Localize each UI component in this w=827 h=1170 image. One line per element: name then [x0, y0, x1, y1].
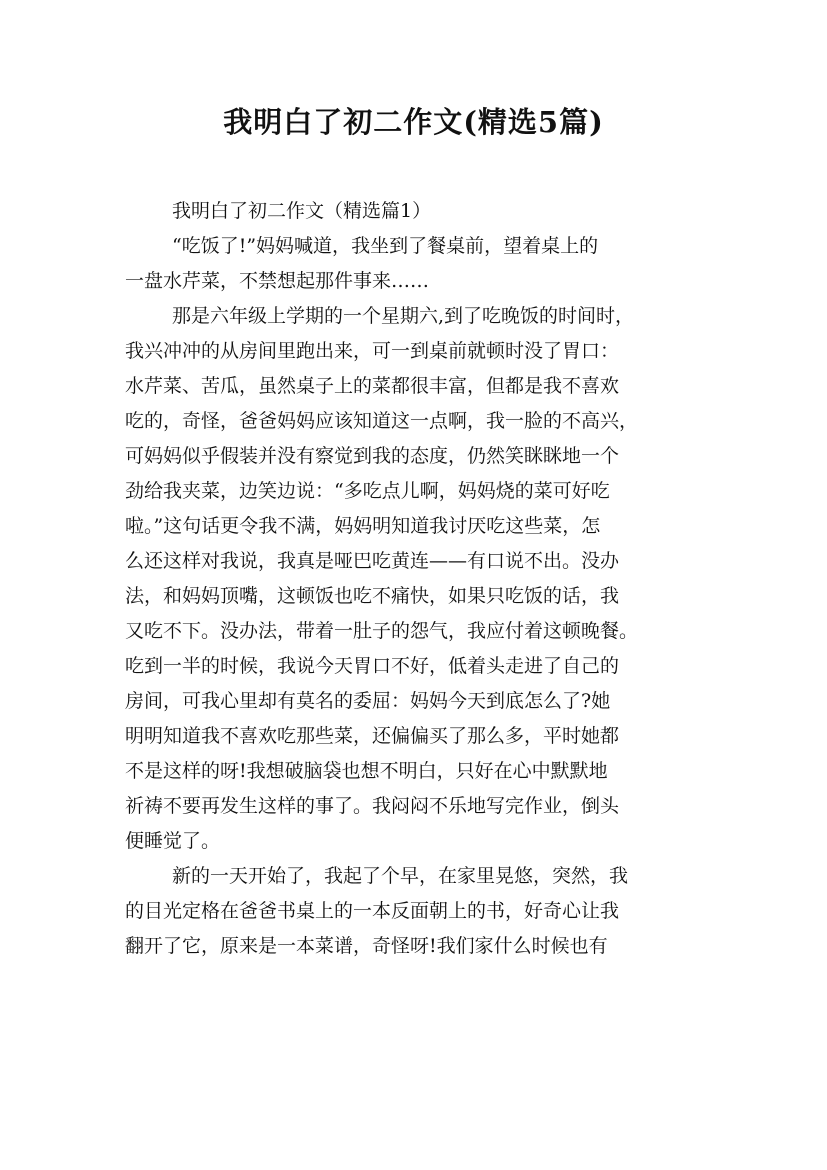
paragraph-line: 我兴冲冲的从房间里跑出来，可一到桌前就顿时没了胃口：	[125, 340, 620, 362]
paragraph-line: 新的一天开始了，我起了个早，在家里晃悠，突然，我	[172, 865, 629, 887]
paragraph-line: 祈祷不要再发生这样的事了。我闷闷不乐地写完作业，倒头	[125, 795, 620, 817]
paragraph-line: 的目光定格在爸爸书桌上的一本反面朝上的书，好奇心让我	[125, 900, 620, 922]
paragraph-line: 法，和妈妈顶嘴，这顿饭也吃不痛快，如果只吃饭的话，我	[125, 585, 620, 607]
paragraph-line: “吃饭了!”妈妈喊道，我坐到了餐桌前，望着桌上的	[172, 235, 599, 257]
paragraph-line: 房间，可我心里却有莫名的委屈：妈妈今天到底怎么了?她	[125, 690, 611, 712]
paragraph-line: 翻开了它，原来是一本菜谱，奇怪呀!我们家什么时候也有	[125, 935, 608, 957]
paragraph-line: 劲给我夹菜，边笑边说：“多吃点儿啊，妈妈烧的菜可好吃	[125, 480, 610, 502]
document-body	[125, 194, 725, 964]
paragraph-line: 一盘水芹菜，不禁想起那件事来……	[125, 270, 430, 292]
paragraph-line: 便睡觉了。	[125, 830, 221, 852]
section-heading: 我明白了初二作文（精选篇1）	[172, 200, 432, 222]
paragraph-line: 么还这样对我说，我真是哑巴吃黄连——有口说不出。没办	[125, 550, 620, 572]
paragraph-line: 吃的，奇怪，爸爸妈妈应该知道这一点啊，我一脸的不高兴，	[125, 410, 639, 432]
document-title: 我明白了初二作文(精选5篇)	[223, 105, 604, 139]
paragraph-line: 吃到一半的时候，我说今天胃口不好，低着头走进了自己的	[125, 655, 620, 677]
paragraph-line: 水芹菜、苦瓜，虽然桌子上的菜都很丰富，但都是我不喜欢	[125, 375, 620, 397]
paragraph-line: 又吃不下。没办法，带着一肚子的怨气，我应付着这顿晚餐。	[125, 620, 639, 642]
paragraph-line: 不是这样的呀!我想破脑袋也想不明白，只好在心中默默地	[125, 760, 608, 782]
paragraph-line: 那是六年级上学期的一个星期六,到了吃晚饭的时间时，	[172, 305, 635, 327]
paragraph-line: 明明知道我不喜欢吃那些菜，还偏偏买了那么多，平时她都	[125, 725, 620, 747]
paragraph-line: 啦。”这句话更令我不满，妈妈明知道我讨厌吃这些菜，怎	[125, 515, 601, 537]
paragraph-line: 可妈妈似乎假装并没有察觉到我的态度，仍然笑眯眯地一个	[125, 445, 620, 467]
